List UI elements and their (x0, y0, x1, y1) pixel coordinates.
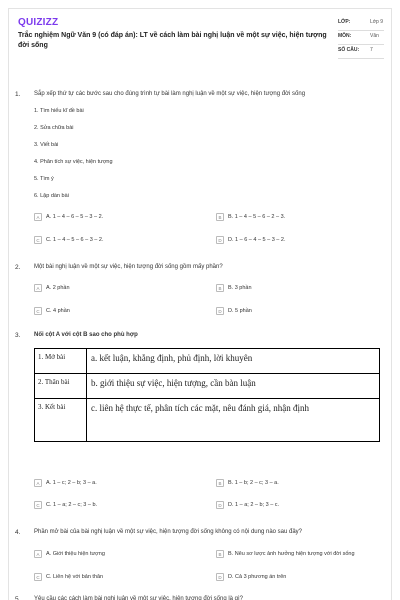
question-1-item: 6. Lập dàn bài (34, 193, 69, 199)
option-text: D. 1 – 6 – 4 – 5 – 3 – 2. (228, 237, 286, 243)
question-4-option-b[interactable] (216, 550, 355, 558)
matching-table (34, 348, 380, 442)
column-b-cell: b. giới thiệu sự việc, hiện tượng, cần bàn luận (87, 374, 380, 399)
question-5-number: 5. (15, 596, 21, 600)
meta-subject-label: MÔN: (338, 33, 352, 39)
question-3-option-b[interactable] (216, 479, 279, 487)
option-letter-box: D (216, 307, 224, 315)
column-b-cell: c. liên hệ thực tế, phân tích các mặt, nêu đánh giá, nhận định (87, 399, 380, 442)
question-1-item: 4. Phân tích sự việc, hiện tượng (34, 159, 113, 165)
meta-class-row (338, 17, 384, 31)
option-letter-box: A (34, 550, 42, 558)
question-2-option-c[interactable] (34, 307, 70, 315)
option-text: B. 1 – 4 – 5 – 6 – 2 – 3. (228, 214, 286, 220)
option-text: A. Giới thiệu hiện tượng (46, 551, 105, 557)
meta-subject-value: Văn (370, 33, 379, 39)
option-letter-box: C (34, 307, 42, 315)
option-letter-box: C (34, 501, 42, 509)
document-title: Trắc nghiệm Ngữ Văn 9 (có đáp án): LT về cách làm bài nghị luận về một sự việc, hiện tượng đời sống (18, 32, 327, 49)
option-letter-box: D (216, 236, 224, 244)
question-2-number: 2. (15, 264, 21, 271)
question-1-option-a[interactable] (34, 213, 103, 221)
question-2-text: Một bài nghị luận về một sự việc, hiện tượng đời sống gồm mấy phần? (34, 264, 223, 270)
question-5-text: Yêu cầu các cách làm bài nghị luận về một sự việc, hiện tượng đời sống là gì? (34, 596, 244, 600)
question-4-number: 4. (15, 529, 21, 536)
question-3-number: 3. (15, 332, 21, 339)
question-3-text: Nối cột A với cột B sao cho phù hợp (34, 332, 138, 338)
column-a-cell: 1. Mở bài (35, 349, 87, 374)
question-1-item: 3. Viết bài (34, 142, 59, 148)
option-letter-box: B (216, 550, 224, 558)
question-3-option-d[interactable] (216, 501, 279, 509)
meta-count-value: 7 (370, 47, 373, 53)
question-1-item: 2. Sửa chữa bài (34, 125, 74, 131)
table-row (35, 374, 380, 399)
question-4-option-c[interactable] (34, 573, 103, 581)
question-1-text: Sắp xếp thứ tự các bước sau cho đúng trình tự bài làm nghị luận về một sự việc, hiện tượng đời sống (34, 91, 306, 97)
option-text: B. 1 – b; 2 – c; 3 – a. (228, 480, 279, 486)
column-a-cell: 3. Kết bài (35, 399, 87, 442)
option-text: C. Liên hệ với bản thân (46, 574, 104, 580)
question-3-option-c[interactable] (34, 501, 97, 509)
option-letter-box: A (34, 284, 42, 292)
question-4-text: Phần mở bài của bài nghị luận về một sự việc, hiện tượng đời sống không có nội dung nào sau đây? (34, 529, 303, 535)
quizizz-logo: QUIZIZZ (18, 17, 59, 28)
question-1-option-c[interactable] (34, 236, 103, 244)
meta-subject-row (338, 31, 384, 45)
option-text: A. 1 – c; 2 – b; 3 – a. (46, 480, 97, 486)
question-1-item: 1. Tìm hiểu kĩ đề bài (34, 108, 84, 114)
meta-count-row (338, 45, 384, 59)
option-text: C. 1 – a; 2 – c; 3 – b. (46, 502, 98, 508)
meta-class-value: Lớp 9 (370, 19, 384, 25)
option-text: D. 1 – a; 2 – b; 3 – c. (228, 502, 280, 508)
option-text: C. 1 – 4 – 5 – 6 – 3 – 2. (46, 237, 104, 243)
option-text: A. 1 – 4 – 6 – 5 – 3 – 2. (46, 214, 104, 220)
column-b-cell: a. kết luận, khẳng định, phủ định, lời khuyên (87, 349, 380, 374)
question-1-option-b[interactable] (216, 213, 285, 221)
option-letter-box: A (34, 213, 42, 221)
option-text: C. 4 phần (46, 308, 70, 314)
worksheet-page (8, 8, 392, 600)
option-letter-box: D (216, 501, 224, 509)
option-letter-box: C (34, 573, 42, 581)
option-letter-box: A (34, 479, 42, 487)
question-1-item: 5. Tìm ý (34, 176, 54, 182)
option-letter-box: C (34, 236, 42, 244)
table-row (35, 349, 380, 374)
question-3-option-a[interactable] (34, 479, 97, 487)
meta-count-label: SỐ CÂU: (338, 47, 360, 53)
option-text: A. 2 phần (46, 285, 70, 291)
column-a-cell: 2. Thân bài (35, 374, 87, 399)
option-text: D. Cả 3 phương án trên (228, 574, 287, 580)
option-text: B. 3 phần (228, 285, 252, 291)
question-1-option-d[interactable] (216, 236, 285, 244)
question-1-number: 1. (15, 91, 21, 98)
option-letter-box: B (216, 479, 224, 487)
option-letter-box: B (216, 284, 224, 292)
option-text: D. 5 phần (228, 308, 252, 314)
option-text: B. Nêu sơ lược ảnh hưởng hiện tượng với đời sống (228, 551, 355, 557)
option-letter-box: B (216, 213, 224, 221)
question-4-option-d[interactable] (216, 573, 286, 581)
meta-panel (338, 17, 384, 59)
table-row (35, 399, 380, 442)
option-letter-box: D (216, 573, 224, 581)
question-2-option-d[interactable] (216, 307, 252, 315)
question-4-option-a[interactable] (34, 550, 105, 558)
meta-class-label: LỚP: (338, 19, 351, 25)
question-2-option-b[interactable] (216, 284, 252, 292)
question-2-option-a[interactable] (34, 284, 70, 292)
